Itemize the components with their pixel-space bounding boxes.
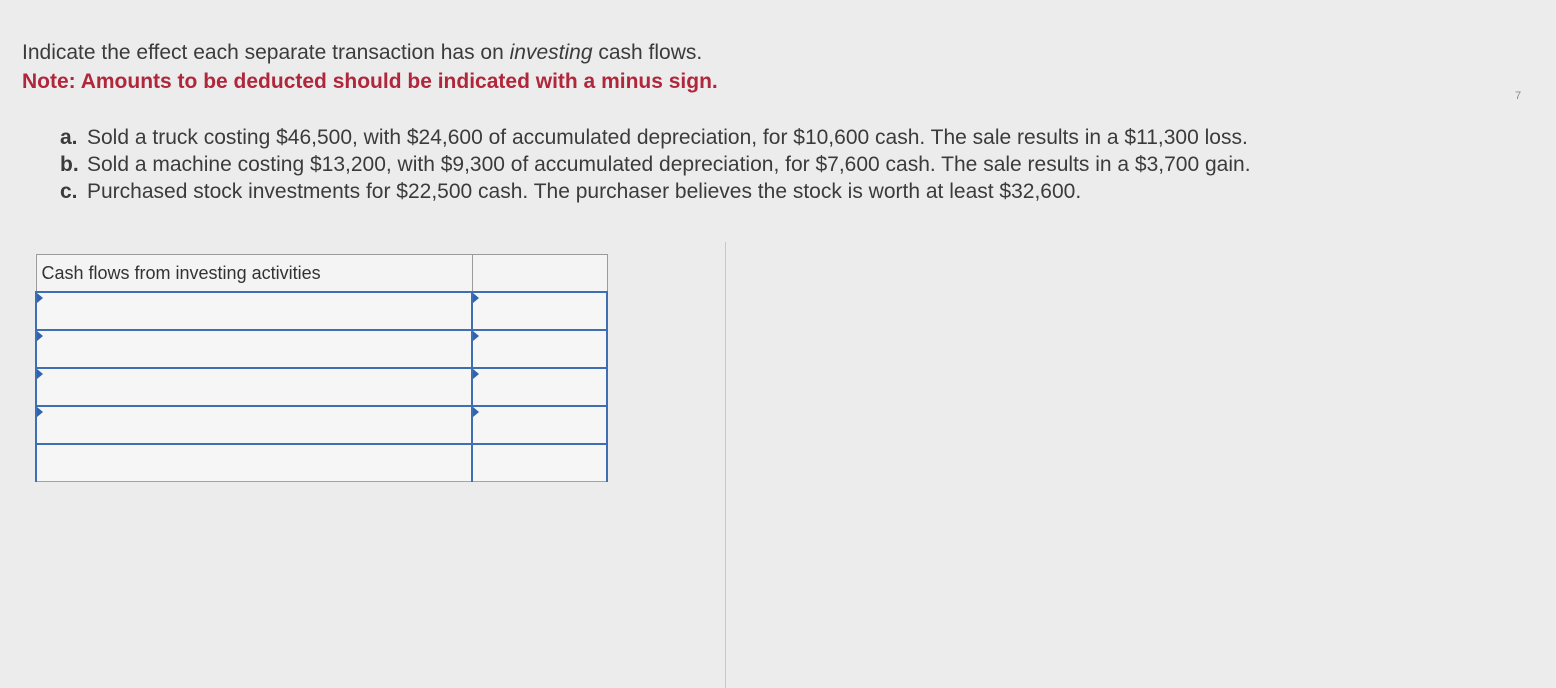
instruction-suffix: cash flows.: [592, 41, 703, 64]
total-amount-cell: [472, 444, 607, 482]
dropdown-marker-icon: [473, 369, 479, 379]
transaction-letter: b.: [60, 153, 79, 176]
label-cell: [36, 292, 472, 330]
transaction-item: [60, 178, 1480, 205]
label-cell: [36, 406, 472, 444]
amount-input[interactable]: [473, 407, 606, 443]
label-cell: [36, 368, 472, 406]
amount-cell: [472, 406, 607, 444]
total-amount-input[interactable]: [473, 445, 606, 481]
transaction-text: Sold a truck costing $46,500, with $24,600 of accumulated depreciation, for $10,600 cash. The sale results in a $11,300 loss.: [87, 126, 1248, 149]
dropdown-marker-icon: [37, 407, 43, 417]
transaction-letter: a.: [60, 126, 78, 149]
transaction-letter: c.: [60, 180, 78, 203]
transaction-list: [60, 124, 1480, 205]
dropdown-marker-icon: [37, 293, 43, 303]
table-row: [36, 292, 607, 330]
amount-cell: [472, 368, 607, 406]
note-text: Note: Amounts to be deducted should be indicated with a minus sign.: [22, 70, 718, 93]
instruction-emphasis: investing: [509, 41, 593, 64]
amount-cell: [472, 292, 607, 330]
dropdown-marker-icon: [473, 331, 479, 341]
activity-label-input[interactable]: [37, 293, 471, 329]
dropdown-marker-icon: [473, 407, 479, 417]
transaction-item: [60, 151, 1480, 178]
table-header-label: Cash flows from investing activities: [36, 255, 472, 293]
dropdown-marker-icon: [37, 331, 43, 341]
panel-divider: [725, 242, 726, 688]
activity-label-input[interactable]: [37, 331, 471, 367]
total-label-cell: [36, 444, 472, 482]
table-header-row: [36, 255, 607, 293]
amount-input[interactable]: [473, 369, 606, 405]
table-header-amount: [472, 255, 607, 293]
dropdown-marker-icon: [473, 293, 479, 303]
table-row: [36, 330, 607, 368]
dropdown-marker-icon: [37, 369, 43, 379]
activity-label-input[interactable]: [37, 407, 471, 443]
amount-cell: [472, 330, 607, 368]
transaction-text: Sold a machine costing $13,200, with $9,300 of accumulated depreciation, for $7,600 cash. The sale results in a $3,700 gain.: [87, 153, 1251, 176]
activity-label-input[interactable]: [37, 369, 471, 405]
transaction-text: Purchased stock investments for $22,500 cash. The purchaser believes the stock is worth at least $32,600.: [87, 180, 1082, 203]
total-label-input[interactable]: [37, 445, 471, 481]
cash-flow-table: [35, 254, 608, 482]
amount-input[interactable]: [473, 293, 606, 329]
table-row: [36, 406, 607, 444]
label-cell: [36, 330, 472, 368]
instruction-prefix: Indicate the effect each separate transaction has on: [22, 41, 510, 64]
transaction-item: [60, 124, 1480, 151]
table-row: [36, 368, 607, 406]
corner-mark: 7: [1515, 90, 1522, 102]
amount-input[interactable]: [473, 331, 606, 367]
instruction-text: [22, 38, 702, 67]
table-total-row: [36, 444, 607, 482]
